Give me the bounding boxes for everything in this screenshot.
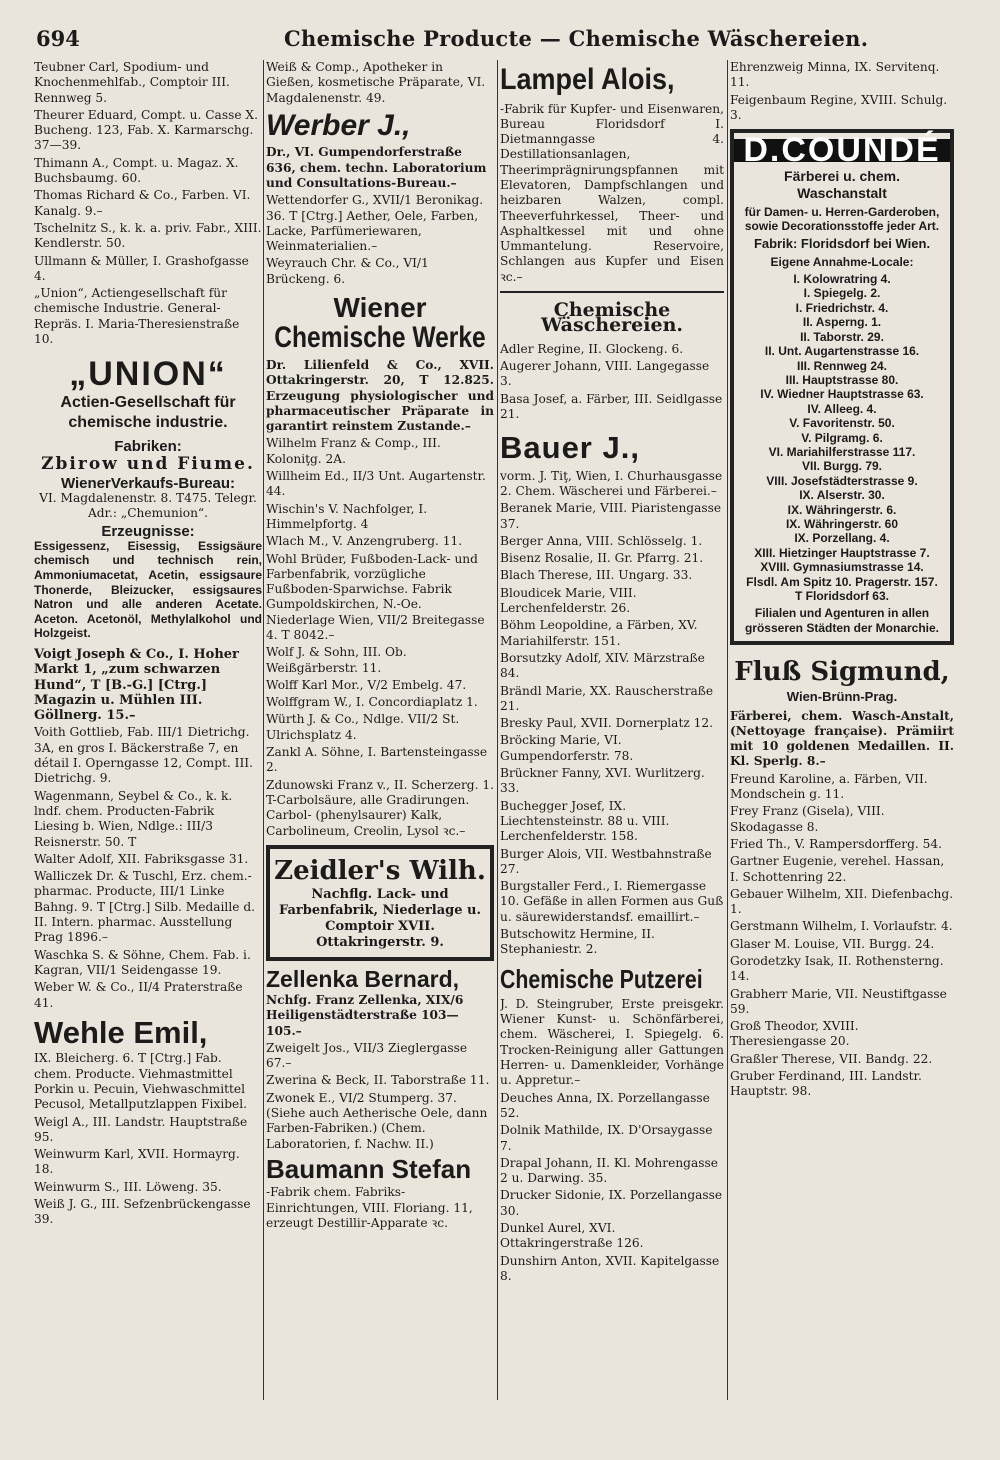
entry: Weinwurm Karl, XVII. Hormayrg. 18. <box>34 1147 240 1177</box>
wiener-ad-title: Wiener <box>333 292 427 324</box>
entry: Wolf J. & Sohn, III. Ob. Weißgärberstr. 11. <box>266 645 407 675</box>
column-divider <box>497 60 498 1400</box>
union-ad-subtitle: Actien-Gesellschaft für chemische industrie. <box>60 394 236 432</box>
entry: Waschka S. & Söhne, Chem. Fab. i. Kagran, VII/1 Seidengasse 19. <box>34 947 251 977</box>
lampel-ad-title: Lampel Alois, <box>500 63 675 96</box>
entry: Zweigelt Jos., VII/3 Zieglergasse 67.– <box>266 1040 468 1071</box>
entry: Graßler Therese, VII. Bandg. 22. <box>730 1051 933 1066</box>
union-bureau-address: VI. Magdalenenstr. 8. T475. Telegr. Adr.: „Chemunion“. <box>39 490 257 521</box>
entry: Bisenz Rosalie, II. Gr. Pfarrg. 21. <box>500 551 704 566</box>
entry: Wolff Karl Mor., V/2 Embelg. 47. <box>266 677 467 692</box>
entry: Augerer Johann, VIII. Langegasse 3. <box>500 358 710 389</box>
union-fabriken: Zbirow und Fiume. <box>41 454 255 475</box>
werber-ad-text: Dr., VI. Gumpendorferstraße 636, chem. techn. Laboratorium und Consultations-Bureau.– <box>266 145 487 190</box>
entry: Zwonek E., VI/2 Stumperg. 37. (Siehe auch Aetherische Oele, dann Farben-Fabriken.) (Chem. Laboratorien, f. Nachw. II.) <box>266 1090 488 1151</box>
zeidler-ad-box <box>266 845 494 961</box>
bauer-ad-title: Bauer J., <box>500 430 640 466</box>
entry: Burgstaller Ferd., I. Riemergasse 10. Gefäße in allen Formen aus Guß u. säurewiderstandsf. emaillirt.– <box>500 879 724 924</box>
zellenka-ad-title: Zellenka Bernard, <box>266 965 460 992</box>
chemische-werke-title: Chemische Werke <box>274 321 486 355</box>
page-number: 694 <box>36 26 80 51</box>
counde-location: I. Spiegelg. 2. <box>803 286 881 301</box>
fluss-ad-title: Fluß Sigmund, <box>734 657 950 688</box>
entry: Walter Adolf, XII. Fabriksgasse 31. <box>34 851 249 866</box>
bauer-ad-text: vorm. J. Tiţ, Wien, I. Churhausgasse 2. Chem. Wäscherei und Färberei.– <box>500 468 723 498</box>
entry: Freund Karoline, a. Färben, VII. Mondschein g. 11. <box>730 771 928 802</box>
counde-ad-footer: Filialen und Agenturen in allen grösseren Städten der Monarchie. <box>744 606 940 635</box>
counde-location: IV. Alleeg. 4. <box>807 401 877 416</box>
entry: Bloudicek Marie, VIII. Lerchenfelderstr. 26. <box>500 585 637 616</box>
entry: Walliczek Dr. & Tuschl, Erz. chem.-pharmac. Producte, III/1 Linke Bahng. 9. T [Ctrg.] Silb. Medaille d. II. Intern. pharmac. Ausstellung Prag 1896.– <box>34 869 255 945</box>
putzerei-ad-text: J. D. Steingruber, Erste preisgekr. Wiener Kunst- u. Schönfärberei, chem. Wäscherei, I. Spiegelg. 6. Trocken-Reinigung aller Gattungen Herren- u. Damenkleider, Vorhänge u. Appretur.– <box>500 996 724 1088</box>
counde-location: V. Pilgramg. 6. <box>801 430 883 445</box>
counde-ad-banner: D.COUNDÉ <box>734 139 950 162</box>
counde-location: IV. Wiedner Hauptstrasse 63. <box>760 387 924 402</box>
baumann-ad-title: Baumann Stefan <box>266 1153 472 1184</box>
entry: Wischin's V. Nachfolger, I. Himmelpfortg. 4 <box>266 501 428 531</box>
entry: Willheim Ed., II/3 Unt. Augartenstr. 44. <box>266 469 486 499</box>
baumann-ad-text: -Fabrik chem. Fabriks-Einrichtungen, VIII. Floriang. 11, erzeugt Destillir-Apparate ꝛc. <box>266 1185 473 1230</box>
zellenka-ad-text: Nchfg. Franz Zellenka, XIX/6 Heiligenstädterstraße 103—105.– <box>266 993 464 1038</box>
entry: Brückner Fanny, XVI. Wurlitzerg. 33. <box>500 766 705 796</box>
column-3 <box>500 60 724 1410</box>
lilienfeld-ad-text: Dr. Lilienfeld & Co., XVII. Ottakringerstr. 20, T 12.825. Erzeugung physiologischer und pharmaceutischer Präparate in garantirt reinstem Zustande.– <box>266 357 494 434</box>
entry: Wagenmann, Seybel & Co., k. k. lndf. chem. Producten-Fabrik Liesing b. Wien, Ndlge.: III/3 Reisnerstr. 50. T <box>34 788 233 849</box>
counde-location: II. Taborstr. 29. <box>800 329 884 344</box>
fluss-ad-subtitle: Wien-Brünn-Prag. <box>786 689 898 705</box>
entry: Groß Theodor, XVIII. Theresiengasse 20. <box>730 1019 859 1049</box>
entry: Fried Th., V. Rampersdorfferg. 54. <box>730 836 943 851</box>
entry: Bröcking Marie, VI. Gumpendorferstr. 78. <box>500 733 634 763</box>
union-erzeugnisse: Essigessenz, Eisessig, Essigsäure chemisch und technisch rein, Ammoniumacetat, Acetin, essigsaure Thonerde, Bleizucker, essigsaures Natron und alle anderen Acetate. Aceton. Acetonöl, Methylalkohol und Holzgeist. <box>34 538 262 641</box>
union-bureau-heading: WienerVerkaufs-Bureau: <box>60 474 236 492</box>
column-4 <box>730 60 954 1410</box>
counde-location: III. Hauptstrasse 80. <box>785 372 899 387</box>
entry: Weiß & Comp., Apotheker in Gießen, kosmetische Präparate, VI. Magdalenenstr. 49. <box>266 60 486 105</box>
entry: Thomas Richard & Co., Farben. VI. Kanalg. 9.– <box>34 188 251 218</box>
union-ad-title: „UNION“ <box>69 355 227 394</box>
counde-location: IX. Porzellang. 4. <box>794 531 890 546</box>
entry: Buchegger Josef, IX. Liechtensteinstr. 88 u. VIII. Lerchenfelderstr. 158. <box>500 798 670 844</box>
union-erzeugnisse-heading: Erzeugnisse: <box>101 522 195 540</box>
entry: Feigenbaum Regine, XVIII. Schulg. 3. <box>730 92 948 122</box>
entry: Wilhelm Franz & Comp., III. Koloniţg. 2A. <box>266 436 441 466</box>
werber-ad-title: Werber J., <box>266 108 411 142</box>
counde-location: IX. Währingerstr. 6. <box>787 502 897 517</box>
entry: Bresky Paul, XVII. Dornerplatz 12. <box>500 716 714 731</box>
entry: „Union“, Actiengesellschaft für chemische Industrie. General-Repräs. I. Maria-Theresienstraße 10. <box>34 286 240 347</box>
counde-location: IX. Alserstr. 30. <box>799 488 885 503</box>
counde-location: I. Kolowratring 4. <box>793 272 891 287</box>
page-title: Chemische Producte — Chemische Wäschereien. <box>284 26 869 51</box>
counde-location: II. Asperng. 1. <box>802 315 882 330</box>
counde-ad-box <box>730 129 954 645</box>
counde-location: VIII. Josefstädterstrasse 9. <box>766 473 918 488</box>
counde-location: VI. Mariahilferstrasse 117. <box>768 444 916 459</box>
entry: Drapal Johann, II. Kl. Mohrengasse 2 u. Darwing. 35. <box>500 1155 718 1186</box>
entry: Gruber Ferdinand, III. Landstr. Hauptstr. 98. <box>730 1069 922 1099</box>
entry: Zdunowski Franz v., II. Scherzerg. 1. T-Carbolsäure, alle Gradirungen. Carbol- (phenylsaurer) Kalk, Carbolineum, Creolin, Lysol ꝛc.– <box>266 777 494 838</box>
counde-location: III. Rennweg 24. <box>796 358 888 373</box>
entry: Tschelnitz S., k. k. a. priv. Fabr., XIII. Kendlerstr. 50. <box>34 220 262 251</box>
entry: Gerstmann Wilhelm, I. Vorlaufstr. 4. <box>730 919 953 934</box>
entry: Frey Franz (Gisela), VIII. Skodagasse 8. <box>730 804 885 834</box>
entry: Brändl Marie, XX. Rauscherstraße 21. <box>500 683 714 713</box>
entry: Wlach M., V. Anzengruberg. 11. <box>266 534 463 549</box>
counde-location: II. Unt. Augartenstrasse 16. <box>764 344 920 359</box>
entry: Berger Anna, VIII. Schlösselg. 1. <box>500 533 703 548</box>
column-1 <box>34 60 262 1410</box>
column-divider <box>727 60 728 1400</box>
entry: Dolnik Mathilde, IX. D'Orsaygasse 7. <box>500 1123 713 1153</box>
entry: Ehrenzweig Minna, IX. Servitenq. 11. <box>730 60 940 90</box>
counde-ad-annahme: Eigene Annahme-Locale: <box>770 254 914 269</box>
counde-location: IX. Währingerstr. 60 <box>785 516 899 531</box>
counde-ad-garments: für Damen- u. Herren-Garderoben, sowie Decorationsstoffe jeder Art. <box>744 205 940 234</box>
entry: Glaser M. Louise, VII. Burgg. 24. <box>730 936 935 951</box>
entry: Dunkel Aurel, XVI. Ottakringerstraße 126. <box>500 1221 644 1251</box>
entry: Wolffgram W., I. Concordiaplatz 1. <box>266 695 478 710</box>
entry: Basa Josef, a. Färber, III. Seidlgasse 21. <box>500 391 723 421</box>
counde-location: XIII. Hietzinger Hauptstrasse 7. <box>754 545 930 560</box>
entry: Butschowitz Hermine, II. Stephaniestr. 2. <box>500 927 655 957</box>
entry: Zankl A. Söhne, I. Bartensteingasse 2. <box>266 745 488 775</box>
entry: Teubner Carl, Spodium- und Knochenmehlfab., Comptoir III. Rennweg 5. <box>34 60 230 105</box>
lampel-ad-text: -Fabrik für Kupfer- und Eisenwaren, Bureau Floridsdorf I. Dietmanngasse 4. Destillationsanlagen, Theerimprägnirungspfannen mit Elevatoren, Dampfschlangen und heizbaren Walzen, compl. Theeverfuhrkessel, Theer- und Asphaltkessel mit und ohne Ummantelung. Reservoire, Schlangen aus Kupfer und Eisen ꝛc.– <box>500 101 724 284</box>
entry: Weinwurm S., III. Löweng. 35. <box>34 1179 222 1194</box>
entry: Wohl Brüder, Fußboden-Lack- und Farbenfabrik, vorzügliche Fußboden-Sparwichse. Fabrik Gumpoldskirchen, N.-Oe. Niederlage Wien, VII/2 Breitegasse 4. T 8042.– <box>266 551 485 642</box>
column-2 <box>266 60 494 1410</box>
entry: Gorodetzky Isak, II. Rothensterng. 14. <box>730 953 944 984</box>
entry: Adler Regine, II. Glockeng. 6. <box>500 341 684 356</box>
entry: Weber W. & Co., II/4 Praterstraße 41. <box>34 980 243 1010</box>
counde-location: V. Favoritenstr. 50. <box>789 416 895 431</box>
wehle-ad-text: IX. Bleicherg. 6. T [Ctrg.] Fab. chem. Producte. Viehmastmittel Porkin u. Pecuin, Viehwaschmittel Pecusol, Metallputzlappen Fixibel. <box>34 1051 248 1112</box>
zeidler-ad-text: Nachflg. Lack- und Farbenfabrik, Niederlage u. Comptoir XVII. Ottakringerstr. 9. <box>278 886 482 950</box>
entry: Drucker Sidonie, IX. Porzellangasse 30. <box>500 1188 723 1218</box>
entry: Gebauer Wilhelm, XII. Diefenbachg. 1. <box>730 886 954 917</box>
entry: Grabherr Marie, VII. Neustiftgasse 59. <box>730 986 947 1016</box>
column-divider <box>263 60 264 1400</box>
zeidler-ad-title: Zeidler's Wilh. <box>274 855 486 886</box>
entry: Borsutzky Adolf, XIV. Märzstraße 84. <box>500 650 705 681</box>
wehle-ad-title: Wehle Emil, <box>34 1014 208 1050</box>
entry: Theurer Eduard, Compt. u. Casse X. Bucheng. 123, Fab. X. Karmarschg. 37—39. <box>34 107 258 153</box>
entry: Ullmann & Müller, I. Grashofgasse 4. <box>34 253 249 283</box>
entry: Weigl A., III. Landstr. Hauptstraße 95. <box>34 1114 248 1144</box>
union-fabriken-heading: Fabriken: <box>114 438 182 456</box>
entry: Deuches Anna, IX. Porzellangasse 52. <box>500 1090 710 1120</box>
entry: Zwerina & Beck, II. Taborstraße 11. <box>266 1073 490 1088</box>
section-rule <box>500 291 724 293</box>
counde-ad-fabrik: Fabrik: Floridsdorf bei Wien. <box>753 236 931 252</box>
counde-location: Flsdl. Am Spitz 10. Pragerstr. 157. <box>746 574 938 589</box>
page-header <box>36 26 966 60</box>
entry: Würth J. & Co., Ndlge. VII/2 St. Ulrichsplatz 4. <box>266 712 460 742</box>
counde-ad-subtitle: Färberei u. chem. Waschanstalt <box>784 168 900 202</box>
section-title: Chemische Wäschereien. <box>541 299 683 337</box>
entry: Voigt Joseph & Co., I. Hoher Markt 1, „zum schwarzen Hund“, T [B.-G.] [Ctrg.] Magazin u. Mühlen III. Göllnerg. 15.– <box>34 646 239 724</box>
entry: Wettendorfer G., XVII/1 Beronikag. 36. T [Ctrg.] Aether, Oele, Farben, Lacke, Parfümeriewaren, Weinmaterialien.– <box>266 193 484 254</box>
counde-location: XVIII. Gymnasiumstrasse 14. <box>760 560 924 575</box>
entry: Böhm Leopoldine, a Färben, XV. Mariahilferstr. 151. <box>500 618 698 648</box>
counde-location: T Floridsdorf 63. <box>794 589 889 604</box>
fluss-ad-text: Färberei, chem. Wasch-Anstalt, (Nettoyage française). Prämiirt mit 10 goldenen Medaillen. II. Kl. Sperlg. 8.– <box>730 708 954 769</box>
entry: Weiß J. G., III. Sefzenbrückengasse 39. <box>34 1197 251 1227</box>
entry: Thimann A., Compt. u. Magaz. X. Buchsbaumg. 60. <box>34 155 239 186</box>
entry: Burger Alois, VII. Westbahnstraße 27. <box>500 846 712 876</box>
putzerei-ad-title: Chemische Putzerei <box>500 963 703 994</box>
entry: Weyrauch Chr. & Co., VI/1 Brückeng. 6. <box>266 256 429 286</box>
entry: Beranek Marie, VIII. Piaristengasse 37. <box>500 501 722 531</box>
counde-location: I. Friedrichstr. 4. <box>795 300 889 315</box>
entry: Dunshirn Anton, XVII. Kapitelgasse 8. <box>500 1253 720 1283</box>
entry: Blach Therese, III. Ungarg. 33. <box>500 568 693 583</box>
entry: Voith Gottlieb, Fab. III/1 Dietrichg. 3A, en gros I. Bäckerstraße 7, en détail I. Operngasse 12, Compt. III. Dietrichg. 9. <box>34 725 253 786</box>
counde-location: VII. Burgg. 79. <box>801 459 882 474</box>
entry: Gartner Eugenie, verehel. Hassan, I. Schottenring 22. <box>730 854 945 884</box>
